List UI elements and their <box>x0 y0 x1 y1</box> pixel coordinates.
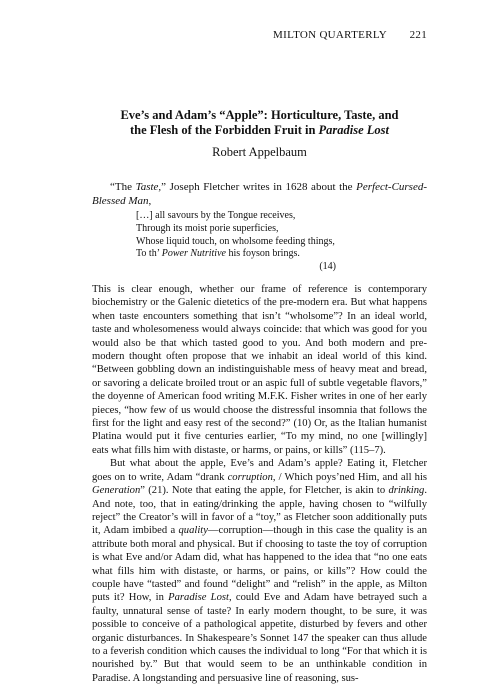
verse-line-4-a: To th’ <box>136 248 162 260</box>
p2-italic-paradise-lost: Paradise Lost <box>168 592 229 604</box>
author-name: Robert Appelbaum <box>212 145 307 159</box>
verse-line-4-italic: Power Nutritive <box>161 248 226 260</box>
paragraph-2 <box>92 457 427 685</box>
p2-italic-corruption: corruption <box>227 471 273 483</box>
p2-k: , could Eve and Adam have betrayed such a faulty, unnatural sense of taste? In early modern thought, to be sure, it was possible to conceive of a pathological appetite, disturbed by fevers and other organic disturbances. In Shakespeare’s Sonnet 147 the speaker can thus allude to a feverish condition which causes the individual to long “For that which it is nourished by.” But that would seem to be an unthinkable condition in Paradise. A longstanding and persuasive line of reasoning, sus- <box>92 592 428 684</box>
title-line-2-text: the Flesh of the Forbidden Fruit in <box>129 123 319 137</box>
intro-paragraph <box>92 180 427 208</box>
page-number: 221 <box>409 29 427 41</box>
title-italic-work: Paradise Lost <box>318 123 390 137</box>
intro-italic-title: Perfect-Cursed-Blessed Man <box>92 181 428 207</box>
p2-g: . And note, too, that in eating/drinking the apple, having chosen to “wilfully reject” the Creator’s will in favor of a “toy,” as Fletcher soon additionally puts it, Adam imbibed a <box>92 485 427 537</box>
intro-text-1: “The <box>110 181 136 193</box>
p2-italic-quality: quality <box>178 525 208 537</box>
verse-line-2: Through its moist porie superficies, <box>136 222 279 234</box>
p2-italic-generation: Generation <box>92 485 141 497</box>
paragraph-1: This is clear enough, whether our frame of reference is contemporary biochemistry or the Galenic dietetics of the pre-modern era. But what happens when taste encounters something that isn’t “wholsome”? In an ideal world, taste and wholesomeness would always coincide: that which was good for you would also be that which tasted good to you. And both modern and pre-modern thought often propose that we inhabit an ideal world of this kind. “Between gobbling down an indistinguishable mess of heavy meat and bread, or savoring a delicate broiled trout or an aspic full of subtle vegetable flavors,” the doyenne of American food writing M.F.K. Fisher writes in one of her early pieces, “how few of us would choose the distressful insomnia that follows the first for the light and easy rest of the second?” (10) Or, as the Italian humanist Platina would put it five centuries earlier, “To my mind, no one [willingly] eats what fills him with distaste, or harms, or pains, or kills” (115–7). <box>92 284 427 456</box>
p2-italic-drinking: drinking <box>388 485 425 497</box>
p2-e: ” (21). Note that eating the apple, for Fletcher, is akin to <box>140 485 389 497</box>
p2-a: But what about the apple, Eve’s and Adam’s apple? Eating it, Fletcher goes on to write, Adam “drank <box>92 458 427 483</box>
title-line-1: Eve’s and Adam’s “Apple”: Horticulture, Taste, and <box>120 108 399 122</box>
journal-name: MILTON QUARTERLY <box>273 29 387 41</box>
intro-italic-taste: Taste, <box>135 181 162 193</box>
verse-line-3: Whose liquid touch, on wholsome feeding things, <box>136 235 335 247</box>
verse-citation: (14) <box>319 261 336 273</box>
intro-text-3: , <box>148 195 152 207</box>
p2-i: —corruption—though in this case the quality is an attribute both moral and physical. But if choosing to taste the toy of corruption is what Eve and/or Adam did, what has happened to the idea that “no one eats what fills him with distaste, or harms, or pains, or kills”? How could the couple have “tasted” and found “delight” and “relish” in the apple, as Milton puts it? How, in <box>92 525 427 604</box>
running-header <box>92 29 427 43</box>
article-title <box>92 108 427 138</box>
intro-text-2: ” Joseph Fletcher writes in 1628 about the <box>161 181 357 193</box>
verse-line-1: […] all savours by the Tongue receives, <box>136 210 296 221</box>
p2-c: , / Which poys’ned Him, and all his <box>272 471 428 483</box>
body-text <box>92 283 427 685</box>
title-line-2 <box>92 123 427 138</box>
verse-line-4 <box>136 248 336 261</box>
verse-line-4-c: his foyson brings. <box>225 248 300 260</box>
verse-quotation <box>136 210 336 274</box>
